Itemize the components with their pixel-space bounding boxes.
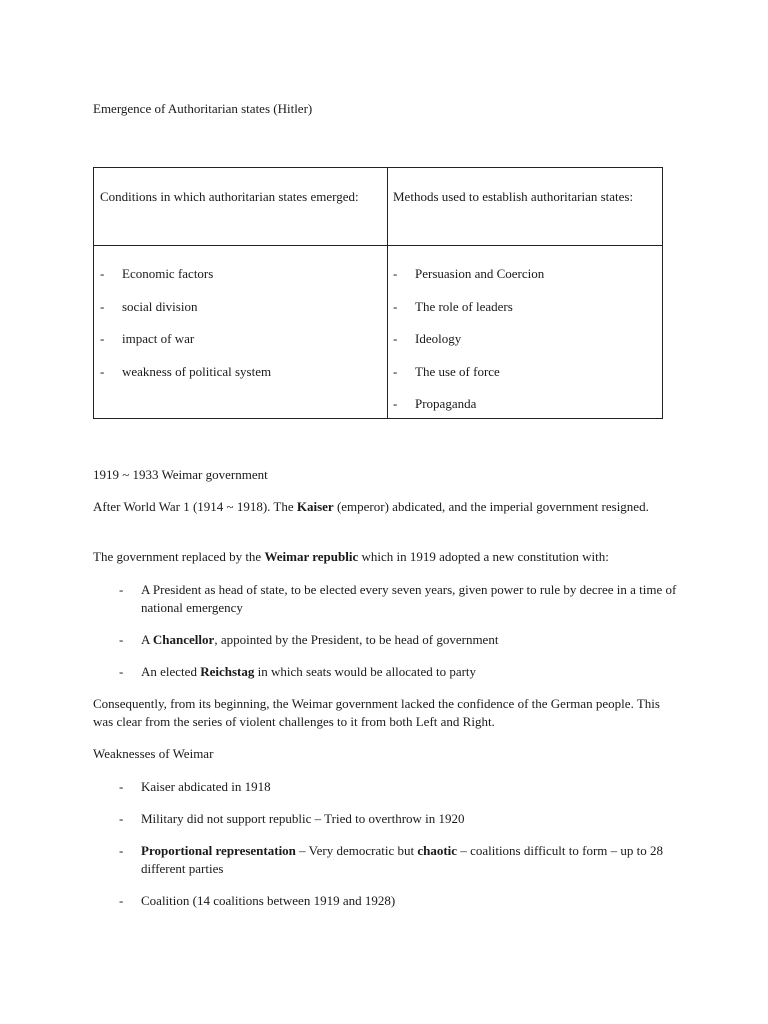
list-item: [393, 363, 544, 396]
table-column-divider: [387, 168, 388, 418]
list-item-text: A President as head of state, to be elected every seven years, given power to rule by decree in a time of national emergency: [141, 582, 677, 615]
list-item: [100, 265, 271, 298]
text-run: An elected: [141, 664, 201, 679]
bold-term: Kaiser: [296, 499, 334, 514]
list-item-text: The use of force: [415, 363, 500, 379]
list-item: [119, 810, 679, 842]
constitution-list: [119, 581, 679, 695]
list-item-text: Economic factors: [122, 266, 214, 281]
bold-term: Reichstag: [200, 664, 255, 679]
list-item: [119, 778, 679, 810]
bullet-dash: -: [393, 396, 398, 411]
list-item: [393, 298, 544, 331]
weaknesses-list: [119, 778, 679, 924]
list-item: [119, 581, 679, 631]
list-item-text: Coalition (14 coalitions between 1919 and 1928): [141, 893, 396, 908]
list-item-text: weakness of political system: [122, 363, 272, 379]
bold-term: Proportional representation: [141, 843, 296, 858]
weaknesses-heading: Weaknesses of Weimar: [93, 746, 214, 761]
list-item-text: Ideology: [415, 331, 462, 346]
paragraph-kaiser: [93, 498, 678, 516]
list-item-text: Persuasion and Coercion: [415, 266, 545, 281]
comparison-table: [93, 167, 663, 419]
table-row-divider: [94, 245, 662, 246]
bold-term: chaotic: [417, 843, 458, 858]
text-run: After World War 1 (1914 ~ 1918). The: [93, 499, 297, 514]
list-item-text: Military did not support republic – Tried to overthrow in 1920: [141, 811, 465, 826]
bullet-dash: -: [119, 893, 124, 908]
list-item: [119, 663, 679, 695]
bullet-dash: -: [393, 298, 398, 314]
bold-term: Weimar republic: [264, 549, 359, 564]
text-run: (emperor) abdicated, and the imperial government resigned.: [333, 499, 649, 514]
bold-term: Chancellor: [152, 632, 215, 647]
bullet-dash: -: [393, 331, 398, 346]
list-item-text: impact of war: [122, 331, 195, 346]
bullet-dash: -: [100, 298, 105, 314]
bullet-dash: -: [119, 632, 124, 647]
text-run: which in 1919 adopted a new constitution with:: [358, 549, 609, 564]
list-item: [100, 363, 271, 396]
bullet-dash: -: [119, 582, 124, 597]
document-title: Emergence of Authoritarian states (Hitler): [93, 101, 313, 116]
list-item: [119, 631, 679, 663]
list-item: [119, 842, 679, 892]
paragraph-consequently: Consequently, from its beginning, the Weimar government lacked the confidence of the German people. This was clear from the series of violent challenges to it from both Left and Right.: [93, 696, 660, 729]
bullet-dash: -: [100, 266, 105, 281]
bullet-dash: -: [119, 664, 124, 679]
text-run: – Very democratic but: [295, 843, 418, 858]
text-run: The government replaced by the: [93, 549, 265, 564]
bullet-dash: -: [100, 331, 105, 346]
bullet-dash: -: [119, 779, 124, 794]
list-item: [100, 330, 271, 363]
weimar-heading: 1919 ~ 1933 Weimar government: [93, 467, 268, 482]
list-item-text: Propaganda: [415, 396, 477, 411]
text-run: A: [141, 632, 153, 647]
text-run: in which seats would be allocated to party: [254, 664, 477, 679]
list-item: [393, 265, 544, 298]
list-item-text: social division: [122, 298, 198, 314]
list-item-text: Kaiser abdicated in 1918: [141, 779, 271, 794]
list-item: [100, 298, 271, 331]
bullet-dash: -: [100, 363, 105, 379]
table-header-conditions: Conditions in which authoritarian states emerged:: [100, 189, 359, 204]
bullet-dash: -: [119, 811, 124, 826]
bullet-dash: -: [119, 843, 124, 858]
paragraph-weimar-republic: [93, 548, 678, 566]
text-run: – coalitions difficult to form – up to 28 different parties: [141, 843, 663, 876]
methods-list: [393, 265, 544, 428]
list-item-text: The role of leaders: [415, 298, 513, 314]
conditions-list: [100, 265, 271, 395]
table-header-methods: Methods used to establish authoritarian states:: [393, 189, 634, 204]
list-item: [393, 330, 544, 363]
bullet-dash: -: [393, 363, 398, 379]
list-item: [119, 892, 679, 924]
list-item: [393, 395, 544, 428]
bullet-dash: -: [393, 266, 398, 281]
text-run: , appointed by the President, to be head of government: [214, 632, 499, 647]
